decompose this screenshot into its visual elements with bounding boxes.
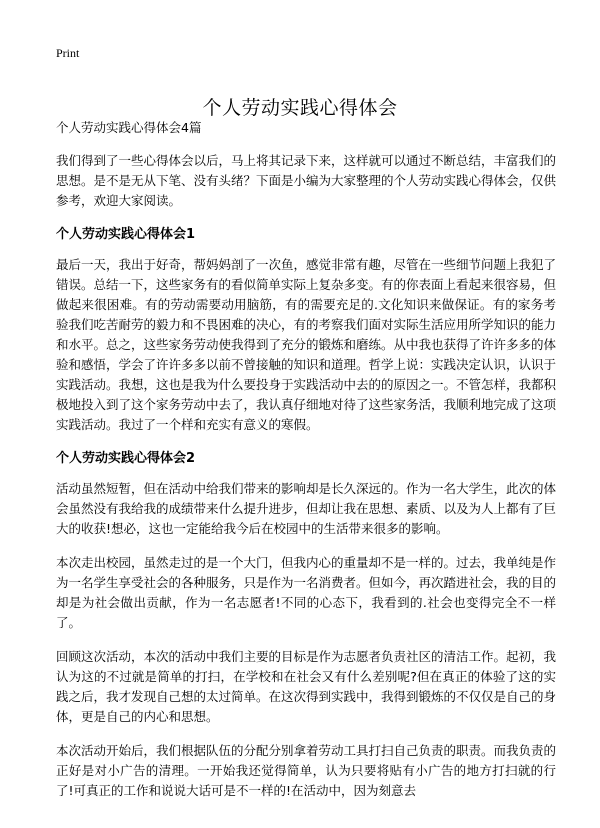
intro-paragraph: 我们得到了一些心得体会以后，马上将其记录下来，这样就可以通过不断总结，丰富我们的思想。是不是无从下笔、没有头绪？下面是小编为大家整理的个人劳动实践心得体会，仅供参考，欢迎大家阅读。 — [56, 153, 557, 208]
section-paragraph: 本次活动开始后，我们根据队伍的分配分别拿着劳动工具打扫自己负责的职责。而我负责的正好是对小广告的清理。一开始我还觉得简单，认为只要将贴有小广告的地方打扫就的行了!可真正的工作和说说大话可是不一样的!在活动中，因为刻意去 — [56, 743, 557, 798]
document-subtitle: 个人劳动实践心得体会4篇 — [56, 120, 202, 135]
section-heading: 个人劳动实践心得体会1 — [56, 227, 196, 242]
section-1 — [56, 225, 556, 435]
section-heading: 个人劳动实践心得体会2 — [56, 451, 196, 466]
print-link[interactable]: Print — [56, 46, 80, 60]
document-title: 个人劳动实践心得体会 — [202, 96, 398, 119]
section-paragraph: 活动虽然短暂，但在活动中给我们带来的影响却是长久深远的。作为一名大学生，此次的体会虽然没有我给我的成绩带来什么提升进步，但却让我在思想、素质、以及为人上都有了巨大的收获!想必，这也一定能给我今后在校园中的生活带来很多的影响。 — [56, 481, 557, 536]
section-paragraph: 回顾这次活动，本次的活动中我们主要的目标是作为志愿者负责社区的清洁工作。起初，我认为这的不过就是简单的打扫，在学校和在社会又有什么差别呢?但在真正的体验了这的实践之后，我才发现自己想的太过简单。在这次得到实践中，我得到锻炼的不仅仅是自己的身体，更是自己的内心和思想。 — [56, 649, 557, 724]
document-body — [56, 118, 556, 815]
section-2 — [56, 449, 556, 801]
section-paragraph: 本次走出校园，虽然走过的是一个大门，但我内心的重量却不是一样的。过去，我单纯是作为一名学生享受社会的各种服务，只是作为一名消费者。但如今，再次踏进社会，我的目的却是为社会做出贡献，作为一名志愿者!不同的心态下，我看到的.社会也变得完全不一样了。 — [56, 555, 557, 630]
section-paragraph: 最后一天，我出于好奇，帮妈妈剖了一次鱼，感觉非常有趣，尽管在一些细节问题上我犯了错误。总结一下，这些家务有的看似简单实际上复杂多变。有的你表面上看起来很容易，但做起来很困难。有的劳动需要动用脑筋，有的需要充足的.文化知识来做保证。有的家务考验我们吃苦耐劳的毅力和不畏困难的决心，有的考察我们面对实际生活应用所学知识的能力和水平。总之，这些家务劳动使我得到了充分的锻炼和磨练。从中我也获得了许许多多的体验和感悟，学会了许许多多以前不曾接触的知识和道理。哲学上说：实践决定认识，认识于实践活动。我想，这也是我为什么要投身于实践活动中去的的原因之一。不管怎样，我都积极地投入到了这个家务劳动中去了，我认真仔细地对待了这些家务活，我顺利地完成了这项实践活动。我过了一个样和充实有意义的寒假。 — [56, 257, 557, 432]
